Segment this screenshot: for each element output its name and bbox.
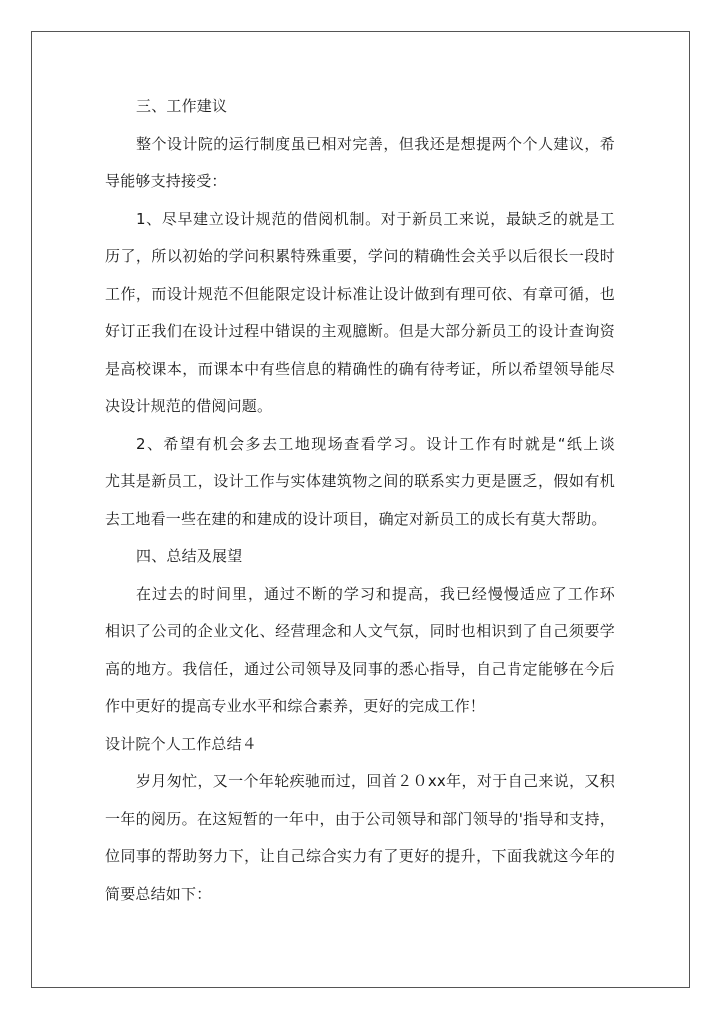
- paragraph-line: 作中更好的提高专业水平和综合素养，更好的完成工作！: [105, 697, 486, 715]
- section-heading: 四、总结及展望: [136, 547, 243, 565]
- paragraph-line: 是高校课本，而课本中有些信息的精确性的确有待考证，所以希望领导能尽: [105, 359, 615, 378]
- paragraph-line: 2、希望有机会多去工地现场查看学习。设计工作有时就是“纸上谈: [136, 434, 615, 453]
- paragraph-line: 历了，所以初始的学问积累特殊重要，学问的精确性会关乎以后很长一段时: [105, 247, 615, 265]
- paragraph-line: 相识了公司的企业文化、经营理念和人文气氛，同时也相识到了自己须要学: [105, 622, 615, 640]
- paragraph-line: 导能够支持接受：: [105, 172, 227, 190]
- paragraph-line: 尤其是新员工，设计工作与实体建筑物之间的联系实力更是匮乏，假如有机: [105, 472, 615, 490]
- paragraph-line: 高的地方。我信任，通过公司领导及同事的悉心指导，自己肯定能够在今后: [105, 659, 615, 678]
- paragraph-line: 岁月匆忙，又一个年轮疾驰而过，回首２０xx年，对于自己来说，又积: [136, 772, 615, 790]
- paragraph-line: 去工地看一些在建的和建成的设计项目，确定对新员工的成长有莫大帮助。: [105, 509, 607, 528]
- paragraph-line: 位同事的帮助努力下，让自己综合实力有了更好的提升，下面我就这今年的: [105, 847, 615, 865]
- paragraph-line: 整个设计院的运行制度虽已相对完善，但我还是想提两个个人建议，希: [136, 134, 615, 153]
- section-heading: 三、工作建议: [136, 97, 228, 115]
- document-body: [105, 88, 615, 913]
- paragraph-line: 简要总结如下：: [105, 884, 212, 903]
- paragraph-line: 一年的阅历。在这短暂的一年中，由于公司领导和部门领导的'指导和支持，: [105, 809, 615, 828]
- document-title: 设计院个人工作总结４: [105, 734, 258, 753]
- paragraph-line: 在过去的时间里，通过不断的学习和提高，我已经慢慢适应了工作环: [136, 584, 615, 603]
- paragraph-line: 好订正我们在设计过程中错误的主观臆断。但是大部分新员工的设计查询资: [105, 322, 615, 340]
- paragraph-line: 决设计规范的借阅问题。: [105, 397, 273, 415]
- paragraph-line: 工作，而设计规范不但能限定设计标准让设计做到有理可依、有章可循，也: [105, 284, 615, 303]
- paragraph-line: 1、尽早建立设计规范的借阅机制。对于新员工来说，最缺乏的就是工: [136, 209, 615, 228]
